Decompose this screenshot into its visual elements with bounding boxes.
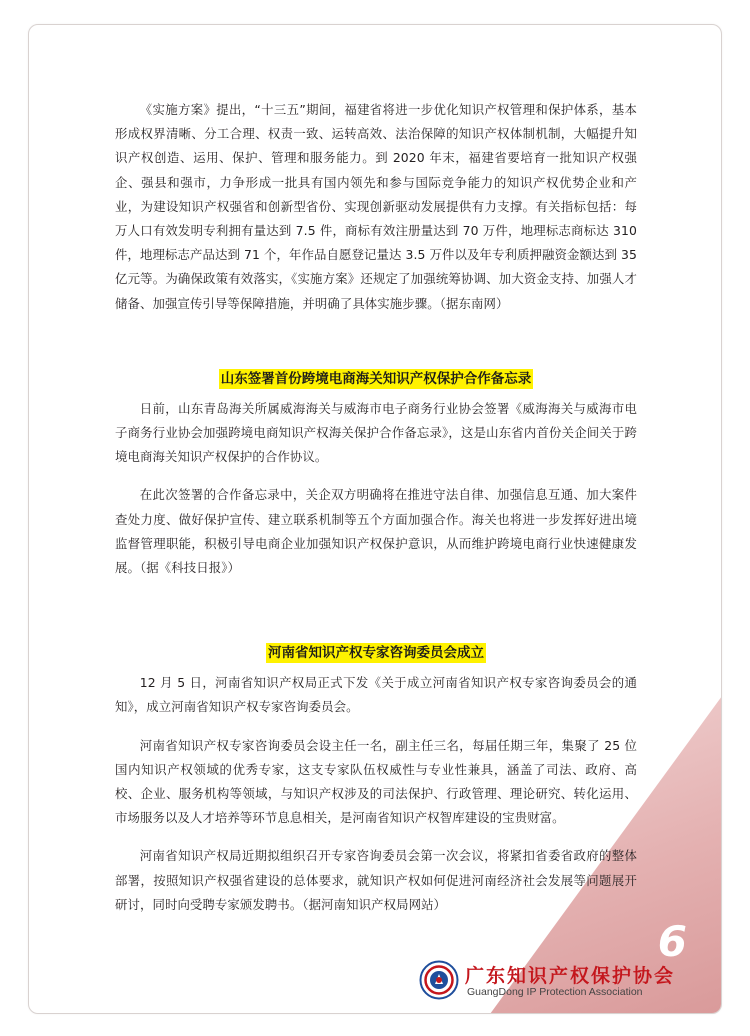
article-paragraph: 12 月 5 日，河南省知识产权局正式下发《关于成立河南省知识产权专家咨询委员会的通知》，成立河南省知识产权专家咨询委员会。 (115, 675, 637, 715)
org-name: 广东知识产权保护协会 (465, 965, 676, 987)
page-number: 6 (657, 917, 687, 966)
article-paragraph: 河南省知识产权专家咨询委员会设主任一名，副主任三名，每届任期三年，集聚了 25 位国内知识产权领域的优秀专家，这支专家队伍权威性与专业性兼具，涵盖了司法、政府、高校、企业、服务机构等领域，与知识产权涉及的司法保护、行政管理、理论研究、转化运用、市场服务以及人才培养等环节息息相关，是河南省知识产权智库建设的宝贵财富。 (115, 737, 637, 826)
section-heading-wrap (115, 368, 637, 389)
section-title-henan: 河南省知识产权专家咨询委员会成立 (268, 645, 484, 662)
article-content (115, 98, 637, 917)
section-heading-wrap (115, 642, 637, 663)
article-paragraph: 在此次签署的合作备忘录中，关企双方明确将在推进守法自律、加强信息互通、加大案件查处力度、做好保护宣传、建立联系机制等五个方面加强合作。海关也将进一步发挥好进出境监督管理职能，积极引导电商企业加强知识产权保护意识，从而维护跨境电商行业快速健康发展。（据《科技日报》） (115, 487, 637, 576)
footer (419, 960, 676, 1002)
association-seal-logo (419, 960, 459, 1000)
org-name-english: GuangDong IP Protection Association (467, 986, 643, 998)
article-paragraph: 日前，山东青岛海关所属威海海关与威海市电子商务行业协会签署《威海海关与威海市电子商务行业协会加强跨境电商知识产权海关保护合作备忘录》，这是山东省内首份关企间关于跨境电商海关知识产权保护的合作协议。 (115, 400, 637, 465)
article-paragraph: 《实施方案》提出，“十三五”期间，福建省将进一步优化知识产权管理和保护体系，基本形成权界清晰、分工合理、权责一致、运转高效、法治保障的知识产权体制机制，大幅提升知识产权创造、运用、保护、管理和服务能力。到 2020 年末，福建省要培育一批知识产权强企、强县和强市，力争形成一批具有国内领先和参与国际竞争能力的知识产权优势企业和产业，为建设知识产权强省和创新型省份、实现创新驱动发展提供有力支撑。有关指标包括：每万人口有效发明专利拥有量达到 7.5 件，商标有效注册量达到 70 万件，地理标志商标达 310 件，地理标志产品达到 71 个，年作品自愿登记量达 3.5 万件以及年专利质押融资金额达到 35 亿元等。为确保政策有效落实，《实施方案》还规定了加强统筹协调、加大资金支持、加强人才储备、加强宣传引导等保障措施，并明确了具体实施步骤。（据东南网） (115, 102, 637, 311)
article-paragraph: 河南省知识产权局近期拟组织召开专家咨询委员会第一次会议，将紧扣省委省政府的整体部署，按照知识产权强省建设的总体要求，就知识产权如何促进河南经济社会发展等问题展开研讨，同时向受聘专家颁发聘书。（据河南知识产权局网站） (115, 848, 637, 912)
section-title-shandong: 山东签署首份跨境电商海关知识产权保护合作备忘录 (220, 370, 532, 387)
